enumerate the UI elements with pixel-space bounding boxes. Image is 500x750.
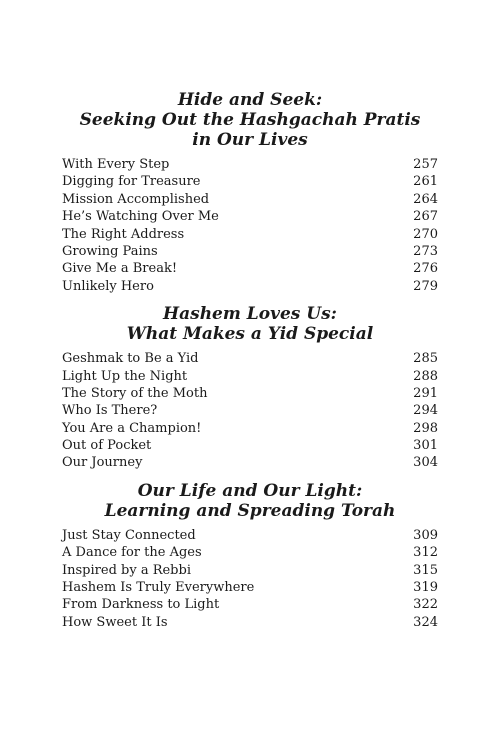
entry-page-number: 267 bbox=[413, 209, 438, 225]
entry-title: How Sweet It Is bbox=[62, 614, 168, 630]
toc-entry-list bbox=[62, 156, 438, 295]
toc-section-hashem-loves-us bbox=[62, 304, 438, 472]
toc-entry[interactable] bbox=[62, 350, 438, 367]
toc-entry[interactable] bbox=[62, 527, 438, 544]
entry-page-number: 273 bbox=[413, 243, 438, 259]
toc-entry[interactable] bbox=[62, 173, 438, 190]
entry-page-number: 257 bbox=[413, 157, 438, 172]
entry-page-number: 322 bbox=[413, 597, 438, 613]
section-heading-line: in Our Lives bbox=[192, 130, 308, 150]
entry-page-number: 315 bbox=[413, 562, 438, 578]
entry-page-number: 319 bbox=[413, 580, 438, 596]
entry-title: Out of Pocket bbox=[62, 438, 152, 454]
toc-entry[interactable] bbox=[62, 260, 438, 277]
toc-entry[interactable] bbox=[62, 226, 438, 243]
entry-title: Growing Pains bbox=[62, 243, 158, 259]
entry-title: Light Up the Night bbox=[62, 368, 188, 384]
entry-page-number: 294 bbox=[413, 403, 438, 419]
toc-entry[interactable] bbox=[62, 437, 438, 454]
entry-page-number: 312 bbox=[413, 545, 438, 561]
entry-title: Hashem Is Truly Everywhere bbox=[62, 580, 255, 596]
toc-entry[interactable] bbox=[62, 562, 438, 579]
entry-page-number: 276 bbox=[413, 261, 438, 277]
entry-title: From Darkness to Light bbox=[62, 597, 220, 613]
toc-entry-list bbox=[62, 527, 438, 631]
toc-entry[interactable] bbox=[62, 156, 438, 173]
entry-page-number: 298 bbox=[413, 420, 438, 436]
section-heading bbox=[62, 90, 438, 150]
entry-page-number: 279 bbox=[413, 278, 438, 294]
section-heading-line: What Makes a Yid Special bbox=[126, 324, 374, 345]
entry-title: With Every Step bbox=[62, 157, 170, 172]
entry-page-number: 261 bbox=[413, 174, 438, 190]
toc-entry[interactable] bbox=[62, 368, 438, 385]
toc-entry[interactable] bbox=[62, 579, 438, 596]
entry-page-number: 291 bbox=[413, 385, 438, 401]
entry-page-number: 285 bbox=[413, 351, 438, 367]
entry-title: Give Me a Break! bbox=[62, 261, 178, 277]
entry-title: Mission Accomplished bbox=[62, 191, 210, 207]
toc-entry[interactable] bbox=[62, 402, 438, 419]
toc-entry[interactable] bbox=[62, 191, 438, 208]
section-heading-line: Hashem Loves Us: bbox=[163, 304, 337, 325]
entry-page-number: 270 bbox=[413, 226, 438, 242]
entry-title: Just Stay Connected bbox=[62, 527, 196, 543]
toc-entry-list bbox=[62, 350, 438, 472]
section-heading bbox=[62, 304, 438, 344]
toc-entry[interactable] bbox=[62, 596, 438, 613]
section-heading-line: Learning and Spreading Torah bbox=[104, 500, 396, 521]
toc-entry[interactable] bbox=[62, 544, 438, 561]
entry-title: You Are a Champion! bbox=[62, 420, 202, 436]
section-heading-line: Seeking Out the Hashgachah Pratis bbox=[79, 110, 421, 130]
toc-section-our-life-and-our-light bbox=[62, 481, 438, 631]
entry-page-number: 304 bbox=[413, 455, 438, 471]
toc-entry[interactable] bbox=[62, 278, 438, 295]
toc-entry[interactable] bbox=[62, 208, 438, 225]
entry-title: Inspired by a Rebbi bbox=[62, 562, 191, 578]
entry-page-number: 288 bbox=[413, 368, 438, 384]
entry-title: Geshmak to Be a Yid bbox=[62, 351, 199, 367]
section-heading-line: Hide and Seek: bbox=[177, 90, 323, 110]
toc-entry[interactable] bbox=[62, 420, 438, 437]
entry-page-number: 301 bbox=[413, 438, 438, 454]
entry-title: Digging for Treasure bbox=[62, 174, 201, 190]
entry-title: Our Journey bbox=[62, 455, 143, 471]
section-heading bbox=[62, 481, 438, 521]
toc-entry[interactable] bbox=[62, 385, 438, 402]
toc-entry[interactable] bbox=[62, 614, 438, 631]
entry-title: The Right Address bbox=[62, 226, 185, 242]
toc-section-hide-and-seek bbox=[62, 90, 438, 295]
section-heading-line: Our Life and Our Light: bbox=[137, 480, 363, 501]
entry-title: Who Is There? bbox=[62, 403, 158, 419]
entry-page-number: 324 bbox=[413, 614, 438, 630]
toc-entry[interactable] bbox=[62, 243, 438, 260]
entry-title: He’s Watching Over Me bbox=[62, 209, 219, 225]
entry-page-number: 309 bbox=[413, 527, 438, 543]
entry-page-number: 264 bbox=[413, 191, 438, 207]
entry-title: A Dance for the Ages bbox=[62, 545, 202, 561]
entry-title: Unlikely Hero bbox=[62, 278, 154, 294]
entry-title: The Story of the Moth bbox=[62, 385, 208, 401]
toc-entry[interactable] bbox=[62, 454, 438, 471]
table-of-contents bbox=[62, 90, 438, 631]
